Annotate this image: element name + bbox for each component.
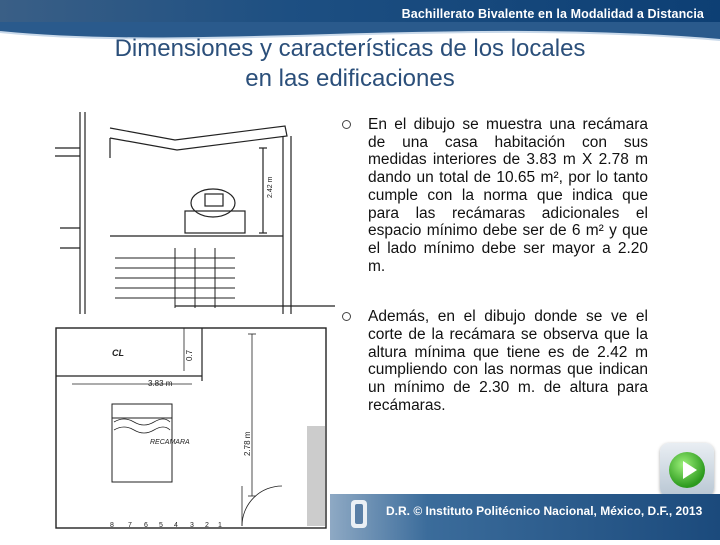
grid-number: 3 (190, 522, 194, 529)
bullet-circle-icon (342, 312, 351, 321)
plan-drawing-svg (52, 326, 330, 540)
grid-number: 7 (128, 522, 132, 529)
plan-drawing (52, 326, 330, 540)
width-dimension: 3.83 m (148, 379, 173, 388)
bullet-list (342, 116, 648, 448)
copyright-text: D.R. © Instituto Politécnico Nacional, México, D.F., 2013 (386, 504, 703, 518)
bullet-circle-icon (342, 120, 351, 129)
title-line-1: Dimensiones y características de los locales (114, 35, 586, 62)
section-height-label: 2.42 m (267, 176, 274, 198)
page-title (40, 34, 660, 94)
bullet-item (342, 116, 648, 275)
height-dimension: 2.78 m (243, 431, 252, 456)
bullet-text: Además, en el dibujo donde se ve el corte de la recámara se observa que la altura mínima que tiene es de 2.42 m cumpliendo con las normas que indican un mínimo de 2.30 m. de altura para recámaras. (368, 308, 648, 414)
grid-number: 5 (159, 522, 163, 529)
closet-label: CL (112, 348, 124, 358)
closet-dimension: 0.7 (185, 349, 194, 361)
bullet-text: En el dibujo se muestra una recámara de una casa habitación con sus medidas interiores de 3.83 m X 2.78 m dando un total de 10.65 m², por lo tanto cumple con la norma que indica que para las recámaras adicionales el espacio mínimo debe ser de 6 m² y que el lado mínimo debe ser mayor a 2.20 m. (368, 116, 648, 275)
room-label: RECAMARA (150, 439, 190, 446)
grid-number: 1 (218, 522, 222, 529)
grid-number: 2 (205, 522, 209, 529)
next-slide-button[interactable] (660, 443, 714, 497)
grid-number: 4 (174, 522, 178, 529)
ipn-logo-icon (348, 498, 370, 530)
bullet-item (342, 308, 648, 414)
institution-header: Bachillerato Bivalente en la Modalidad a Distancia (401, 7, 704, 21)
title-line-2: en las edificaciones (245, 65, 455, 92)
play-triangle-icon (683, 461, 697, 479)
grid-number: 8 (110, 522, 114, 529)
section-drawing (55, 108, 335, 314)
grid-number: 6 (144, 522, 148, 529)
section-drawing-svg (55, 108, 335, 314)
